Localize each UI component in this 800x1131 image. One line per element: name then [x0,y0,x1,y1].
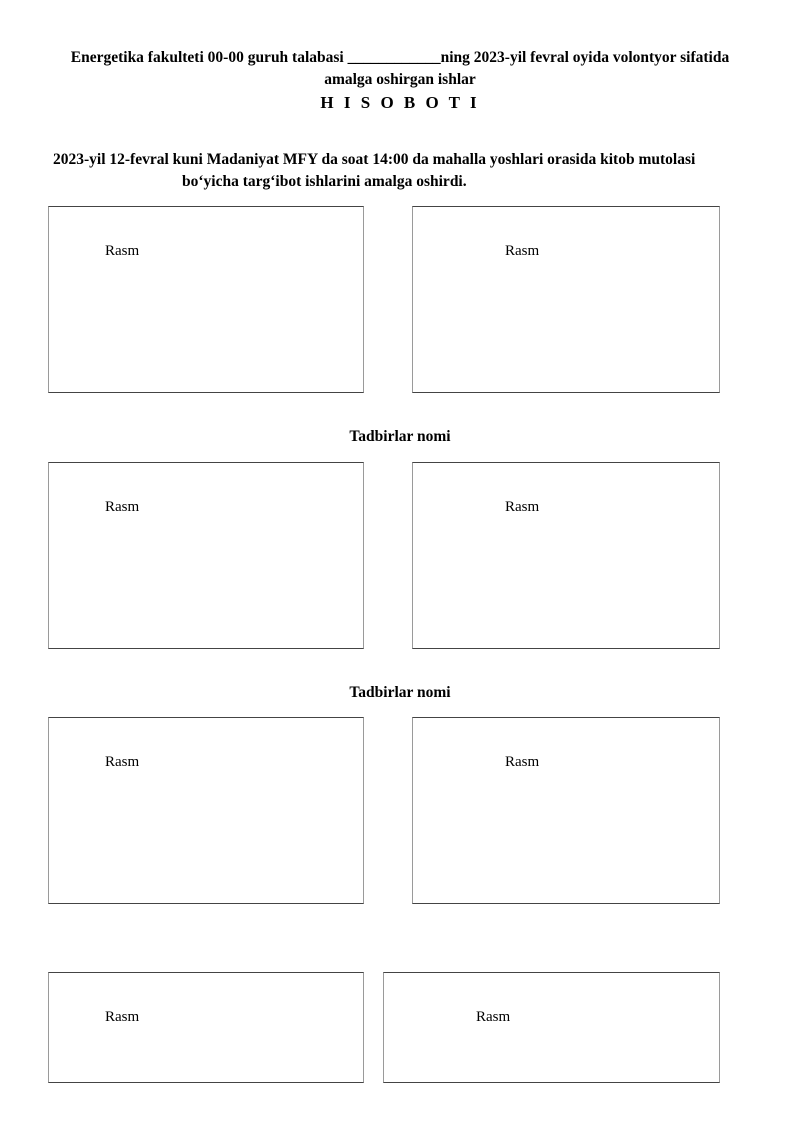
photo-caption: Rasm [105,243,140,259]
intro-line-1: 2023-yil 12-fevral kuni Madaniyat MFY da soat 14:00 da mahalla yoshlari orasida kitob mutolasi [53,151,696,168]
photo-caption: Rasm [105,499,140,515]
section-title-2: Tadbirlar nomi [349,684,451,701]
photo-placeholder-1 [48,206,364,393]
photo-caption: Rasm [505,243,540,259]
photo-caption: Rasm [105,754,140,770]
photo-caption: Rasm [505,499,540,515]
photo-placeholder-3 [48,462,364,649]
photo-caption: Rasm [476,1009,511,1025]
header-line-2: amalga oshirgan ishlar [324,71,476,88]
intro-line-2: bo‘yicha targ‘ibot ishlarini amalga oshirdi. [182,173,467,190]
photo-placeholder-6 [412,717,720,904]
photo-placeholder-2 [412,206,720,393]
photo-caption: Rasm [105,1009,140,1025]
report-title: H I S O B O T I [320,93,480,112]
photo-placeholder-5 [48,717,364,904]
header-line-1: Energetika fakulteti 00-00 guruh talabasi ____________ning 2023-yil fevral oyida volontyor sifatida [70,49,730,66]
photo-caption: Rasm [505,754,540,770]
photo-placeholder-4 [412,462,720,649]
photo-placeholder-8 [383,972,720,1083]
section-title-1: Tadbirlar nomi [349,428,451,445]
photo-placeholder-7 [48,972,364,1083]
